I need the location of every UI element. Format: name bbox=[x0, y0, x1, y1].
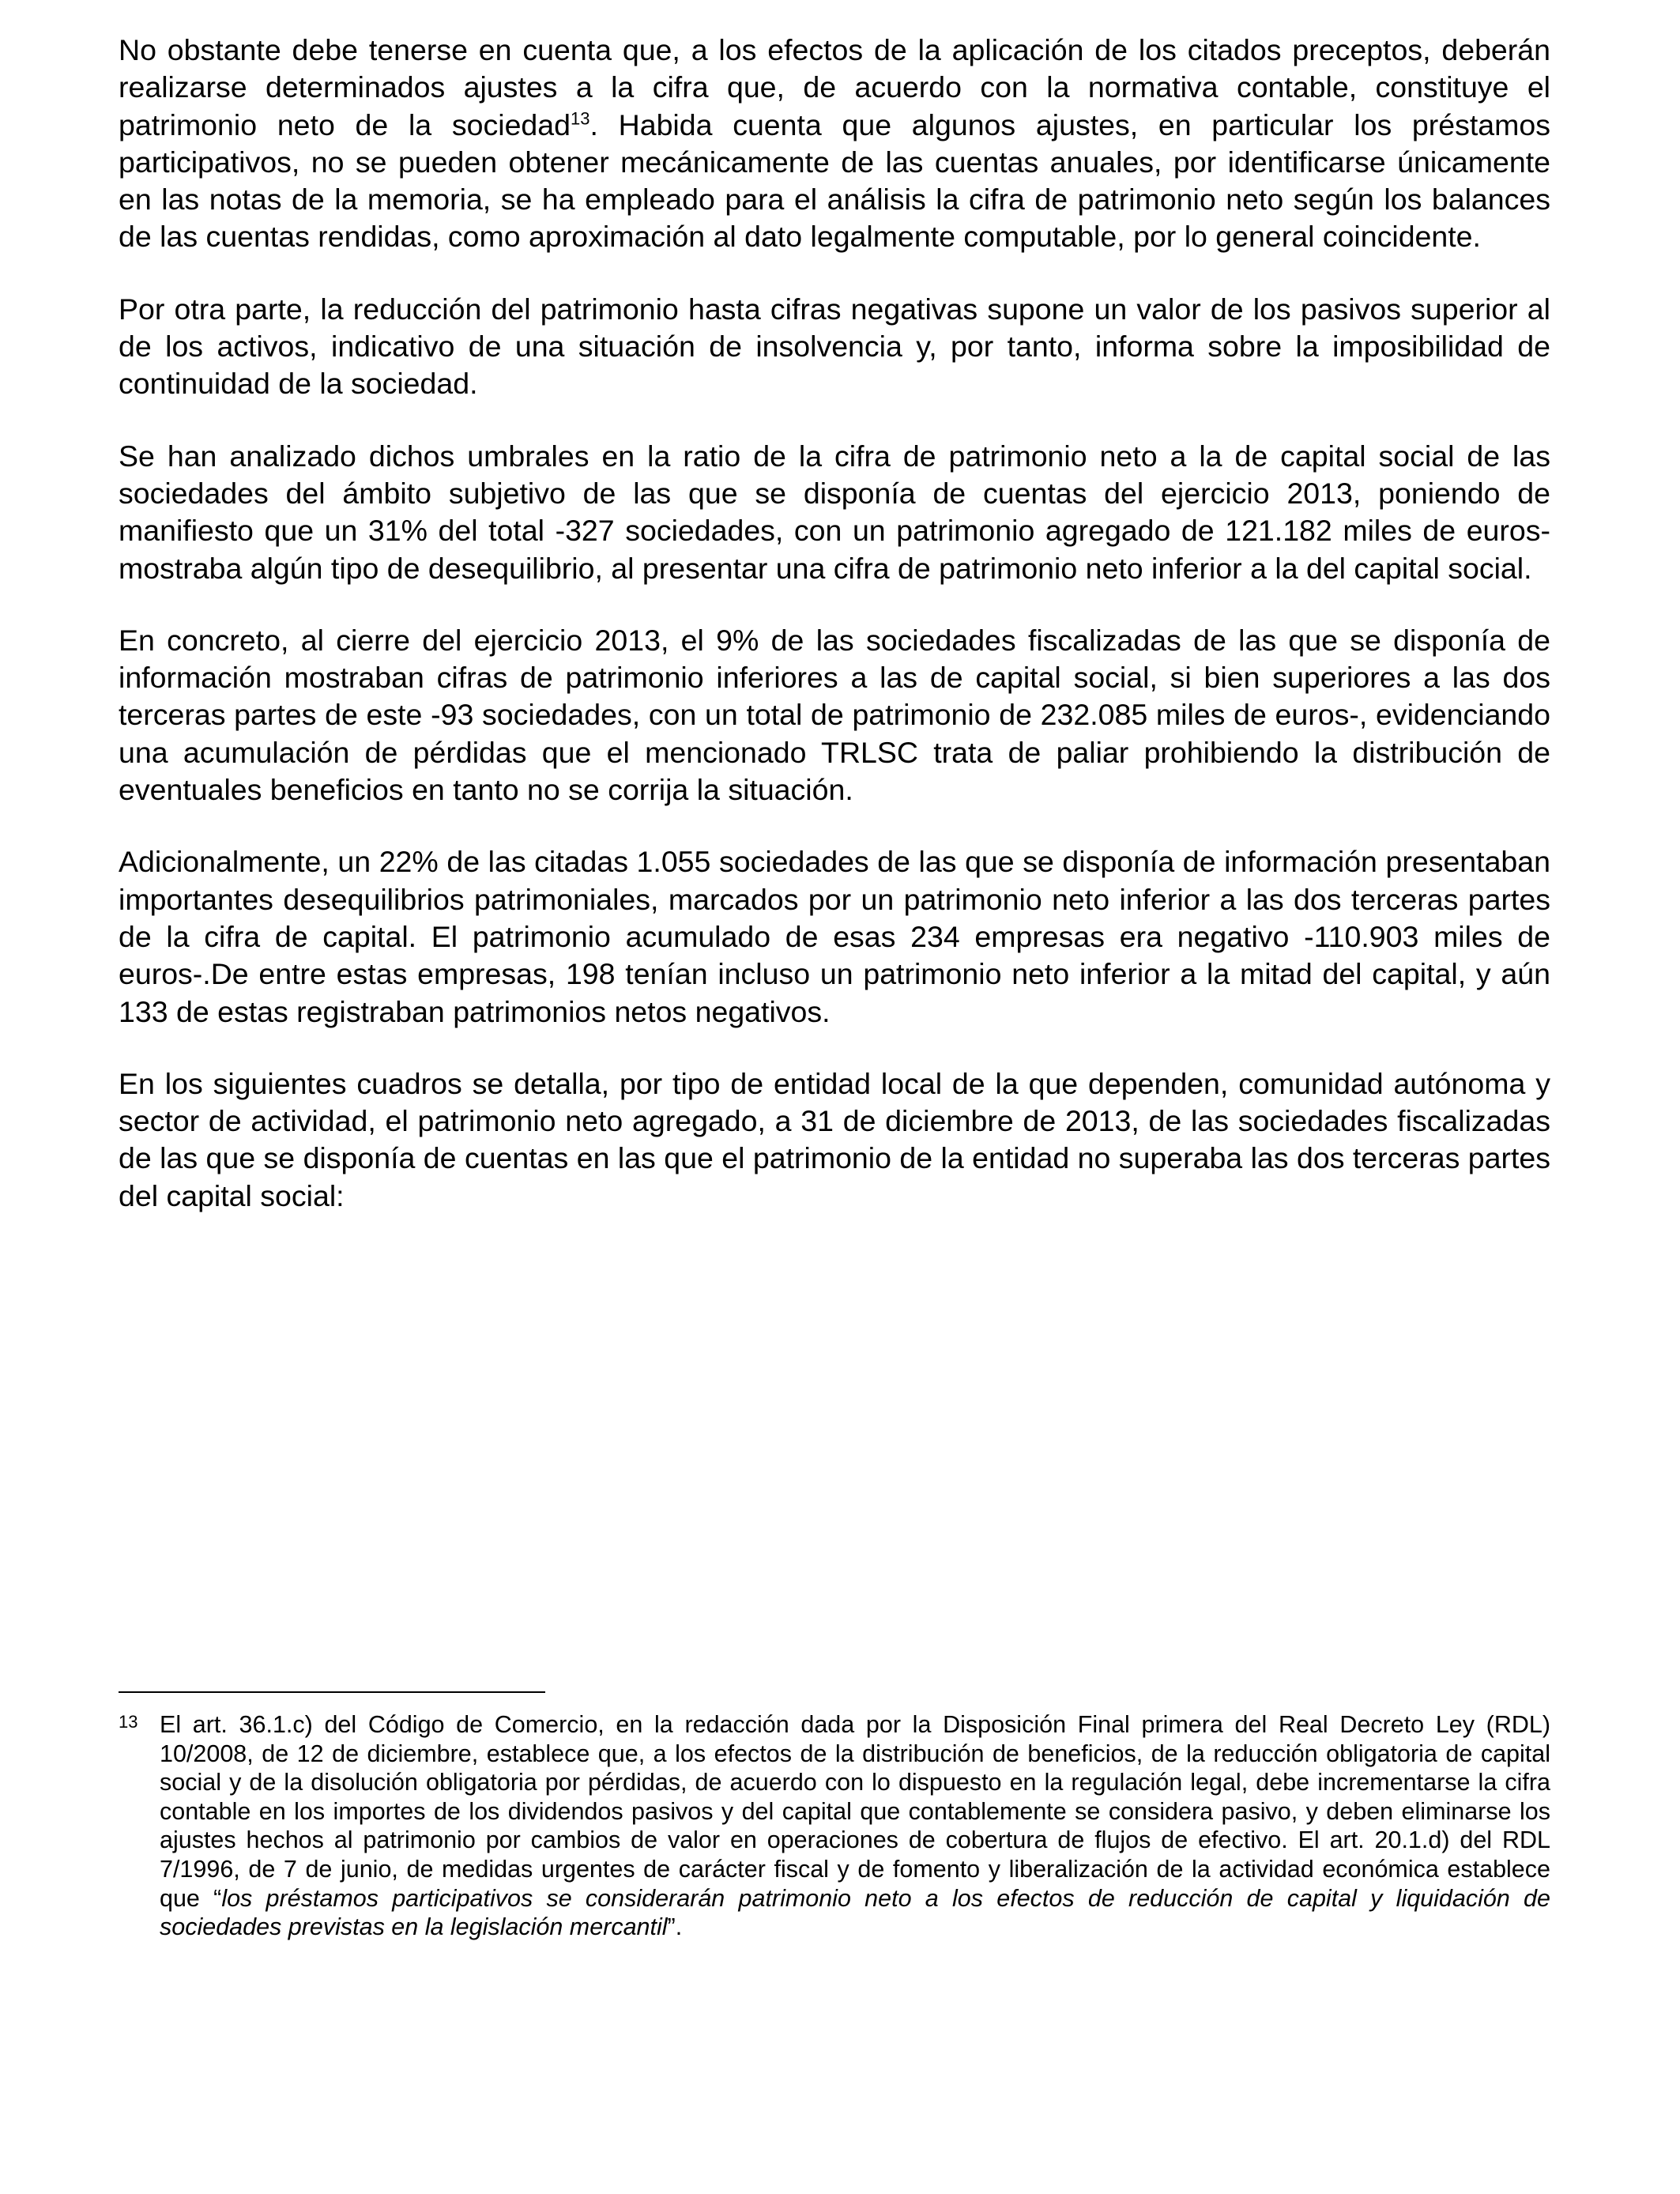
footnote-text-end: ”. bbox=[667, 1913, 683, 1941]
paragraph-text: No obstante debe tenerse en cuenta que, a los efectos de la aplicación de los citados preceptos, deberán realizarse determinados ajustes a la cifra que, de acuerdo con la normativa contable, constituye el patrimonio neto de la sociedad bbox=[119, 33, 1550, 141]
footnote-text-body: El art. 36.1.c) del Código de Comercio, en la redacción dada por la Disposición Final primera del Real Decreto Ley (RDL) 10/2008, de 12 de diciembre, establece que, a los efectos de la distribución de beneficios, de la reducción obligatoria de capital social y de la disolución obligatoria por pérdidas, de acuerdo con lo dispuesto en la regulación legal, debe incrementarse la cifra contable en los importes de los dividendos pasivos y del capital que contablemente se considera pasivo, y deben eliminarse los ajustes hechos al patrimonio por cambios de valor en operaciones de cobertura de flujos de efectivo. El art. 20.1.d) del RDL 7/1996, de 7 de junio, de medidas urgentes de carácter fiscal y de fomento y liberalización de la actividad económica establece que “ bbox=[160, 1711, 1550, 1912]
paragraph-umbrales: Se han analizado dichos umbrales en la ratio de la cifra de patrimonio neto a la de capital social de las sociedades del ámbito subjetivo de las que se disponía de cuentas del ejercicio 2013, poniendo de manifiesto que un 31% del total -327 sociedades, con un patrimonio agregado de 121.182 miles de euros- mostraba algún tipo de desequilibrio, al presentar una cifra de patrimonio neto inferior a la del capital social. bbox=[119, 439, 1550, 585]
paragraph-cuadros-intro: En los siguientes cuadros se detalla, por tipo de entidad local de la que dependen, comunidad autónoma y sector de actividad, el patrimonio neto agregado, a 31 de diciembre de 2013, de las sociedades fiscalizadas de las que se disponía de cuentas en las que el patrimonio de la entidad no superaba las dos terceras partes del capital social: bbox=[119, 1066, 1550, 1212]
paragraph-cierre-2013: En concreto, al cierre del ejercicio 2013, el 9% de las sociedades fiscalizadas de las que se disponía de información mostraban cifras de patrimonio inferiores a las de capital social, si bien superiores a las dos terceras partes de este -93 sociedades, con un total de patrimonio de 232.085 miles de euros-, evidenciando una acumulación de pérdidas que el mencionado TRLSC trata de paliar prohibiendo la distribución de eventuales beneficios en tanto no se corrija la situación. bbox=[119, 623, 1550, 807]
footnote-separator bbox=[119, 1691, 545, 1693]
footnote-number: 13 bbox=[119, 1712, 138, 1732]
footnote-quote: los préstamos participativos se considerarán patrimonio neto a los efectos de reducción de capital y liquidación de sociedades previstas en la legislación mercantil bbox=[160, 1884, 1550, 1941]
paragraph-patrimonio-ajustes bbox=[119, 32, 1550, 256]
paragraph-text: . Habida cuenta que algunos ajustes, en particular los préstamos participativos, no se pueden obtener mecánicamente de las cuentas anuales, por identificarse únicamente en las notas de la memoria, se ha empleado para el análisis la cifra de patrimonio neto según los balances de las cuentas rendidas, como aproximación al dato legalmente computable, por lo general coincidente. bbox=[119, 107, 1550, 254]
paragraph-insolvencia: Por otra parte, la reducción del patrimonio hasta cifras negativas supone un valor de los pasivos superior al de los activos, indicativo de una situación de insolvencia y, por tanto, informa sobre la imposibilidad de continuidad de la sociedad. bbox=[119, 292, 1550, 401]
footnote bbox=[119, 1710, 1550, 1942]
footnote-reference: 13 bbox=[571, 108, 590, 129]
document-body bbox=[119, 32, 1550, 1215]
footnote-text bbox=[160, 1710, 1550, 1942]
paragraph-desequilibrios: Adicionalmente, un 22% de las citadas 1.055 sociedades de las que se disponía de información presentaban importantes desequilibrios patrimoniales, marcados por un patrimonio neto inferior a las dos terceras partes de la cifra de capital. El patrimonio acumulado de esas 234 empresas era negativo -110.903 miles de euros-.De entre estas empresas, 198 tenían incluso un patrimonio neto inferior a la mitad del capital, y aún 133 de estas registraban patrimonios netos negativos. bbox=[119, 845, 1550, 1028]
